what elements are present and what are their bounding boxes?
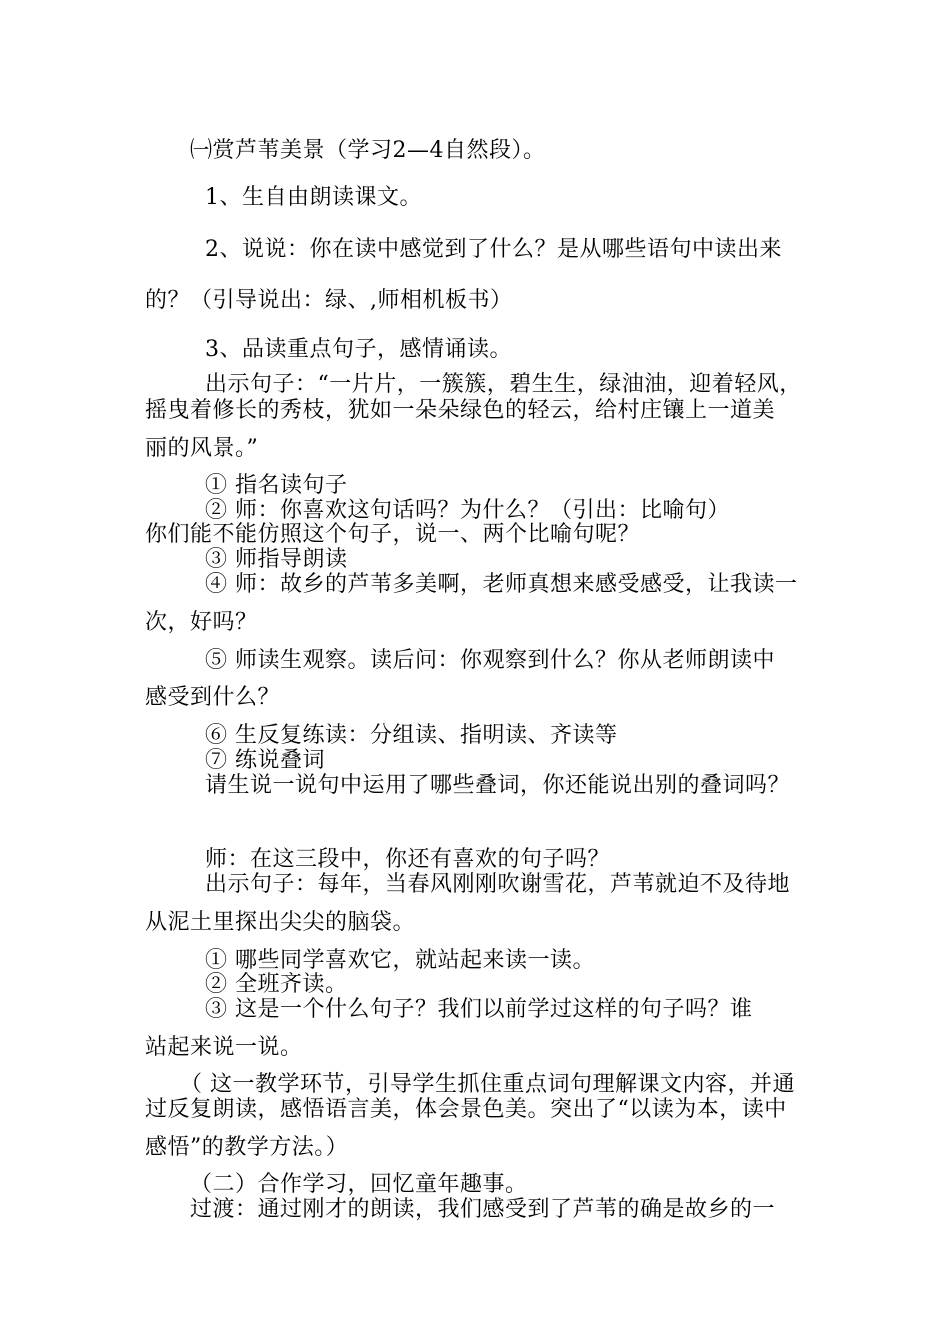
list-item: ③ 这是一个什么句子？我们以前学过这样的句子吗？谁 — [205, 997, 753, 1022]
paragraph-line: 3、品读重点句子，感情诵读。 — [205, 337, 512, 362]
quote-line: 丽的风景。” — [145, 436, 259, 461]
paragraph-line: 你们能不能仿照这个句子，说一、两个比喻句呢？ — [145, 522, 641, 547]
paragraph-line: 过渡：通过刚才的朗读，我们感受到了芦苇的确是故乡的一 — [190, 1197, 776, 1222]
quote-line: 出示句子：“一片片，一簇簇，碧生生，绿油油，迎着轻风， — [205, 372, 802, 397]
paragraph-line: 站起来说一说。 — [145, 1035, 303, 1060]
paragraph-line: 次，好吗？ — [145, 610, 258, 635]
list-item: ④ 师：故乡的芦苇多美啊，老师真想来感受感受，让我读一 — [205, 572, 798, 597]
list-item: ⑥ 生反复练读：分组读、指明读、齐读等 — [205, 723, 618, 748]
section-heading-1: ㈠赏芦苇美景（学习2—4自然段）。 — [190, 138, 546, 163]
list-item: ⑦ 练说叠词 — [205, 748, 325, 773]
commentary-line: （ 这一教学环节，引导学生抓住重点词句理解课文内容，并通 — [180, 1072, 795, 1097]
list-item: ③ 师指导朗读 — [205, 547, 348, 572]
commentary-line: 感悟”的教学方法。） — [145, 1135, 349, 1160]
paragraph-line: 2、说说：你在读中感觉到了什么？是从哪些语句中读出来 — [205, 237, 782, 262]
commentary-line: 过反复朗读，感悟语言美，体会景色美。突出了“以读为本，读中 — [145, 1097, 787, 1122]
paragraph-line: 的？（引导说出：绿、,师相机板书） — [145, 288, 513, 313]
list-item: ① 指名读句子 — [205, 473, 348, 498]
list-item: ⑤ 师读生观察。读后问：你观察到什么？你从老师朗读中 — [205, 648, 775, 673]
quote-line: 出示句子：每年，当春风刚刚吹谢雪花，芦苇就迫不及待地 — [205, 872, 791, 897]
paragraph-line: 感受到什么？ — [145, 685, 281, 710]
quote-line: 摇曳着修长的秀枝，犹如一朵朵绿色的轻云，给村庄镶上一道美 — [145, 398, 776, 423]
paragraph-line: 师：在这三段中，你还有喜欢的句子吗？ — [205, 847, 611, 872]
list-item: ① 哪些同学喜欢它，就站起来读一读。 — [205, 948, 595, 973]
paragraph-line: 1、生自由朗读课文。 — [205, 185, 422, 210]
quote-line: 从泥土里探出尖尖的脑袋。 — [145, 910, 416, 935]
list-item: ② 师：你喜欢这句话吗？为什么？（引出：比喻句） — [205, 498, 730, 523]
section-heading-2: （二）合作学习，回忆童年趣事。 — [190, 1172, 528, 1197]
list-item: ② 全班齐读。 — [205, 972, 348, 997]
paragraph-line: 请生说一说句中运用了哪些叠词，你还能说出别的叠词吗？ — [205, 773, 791, 798]
